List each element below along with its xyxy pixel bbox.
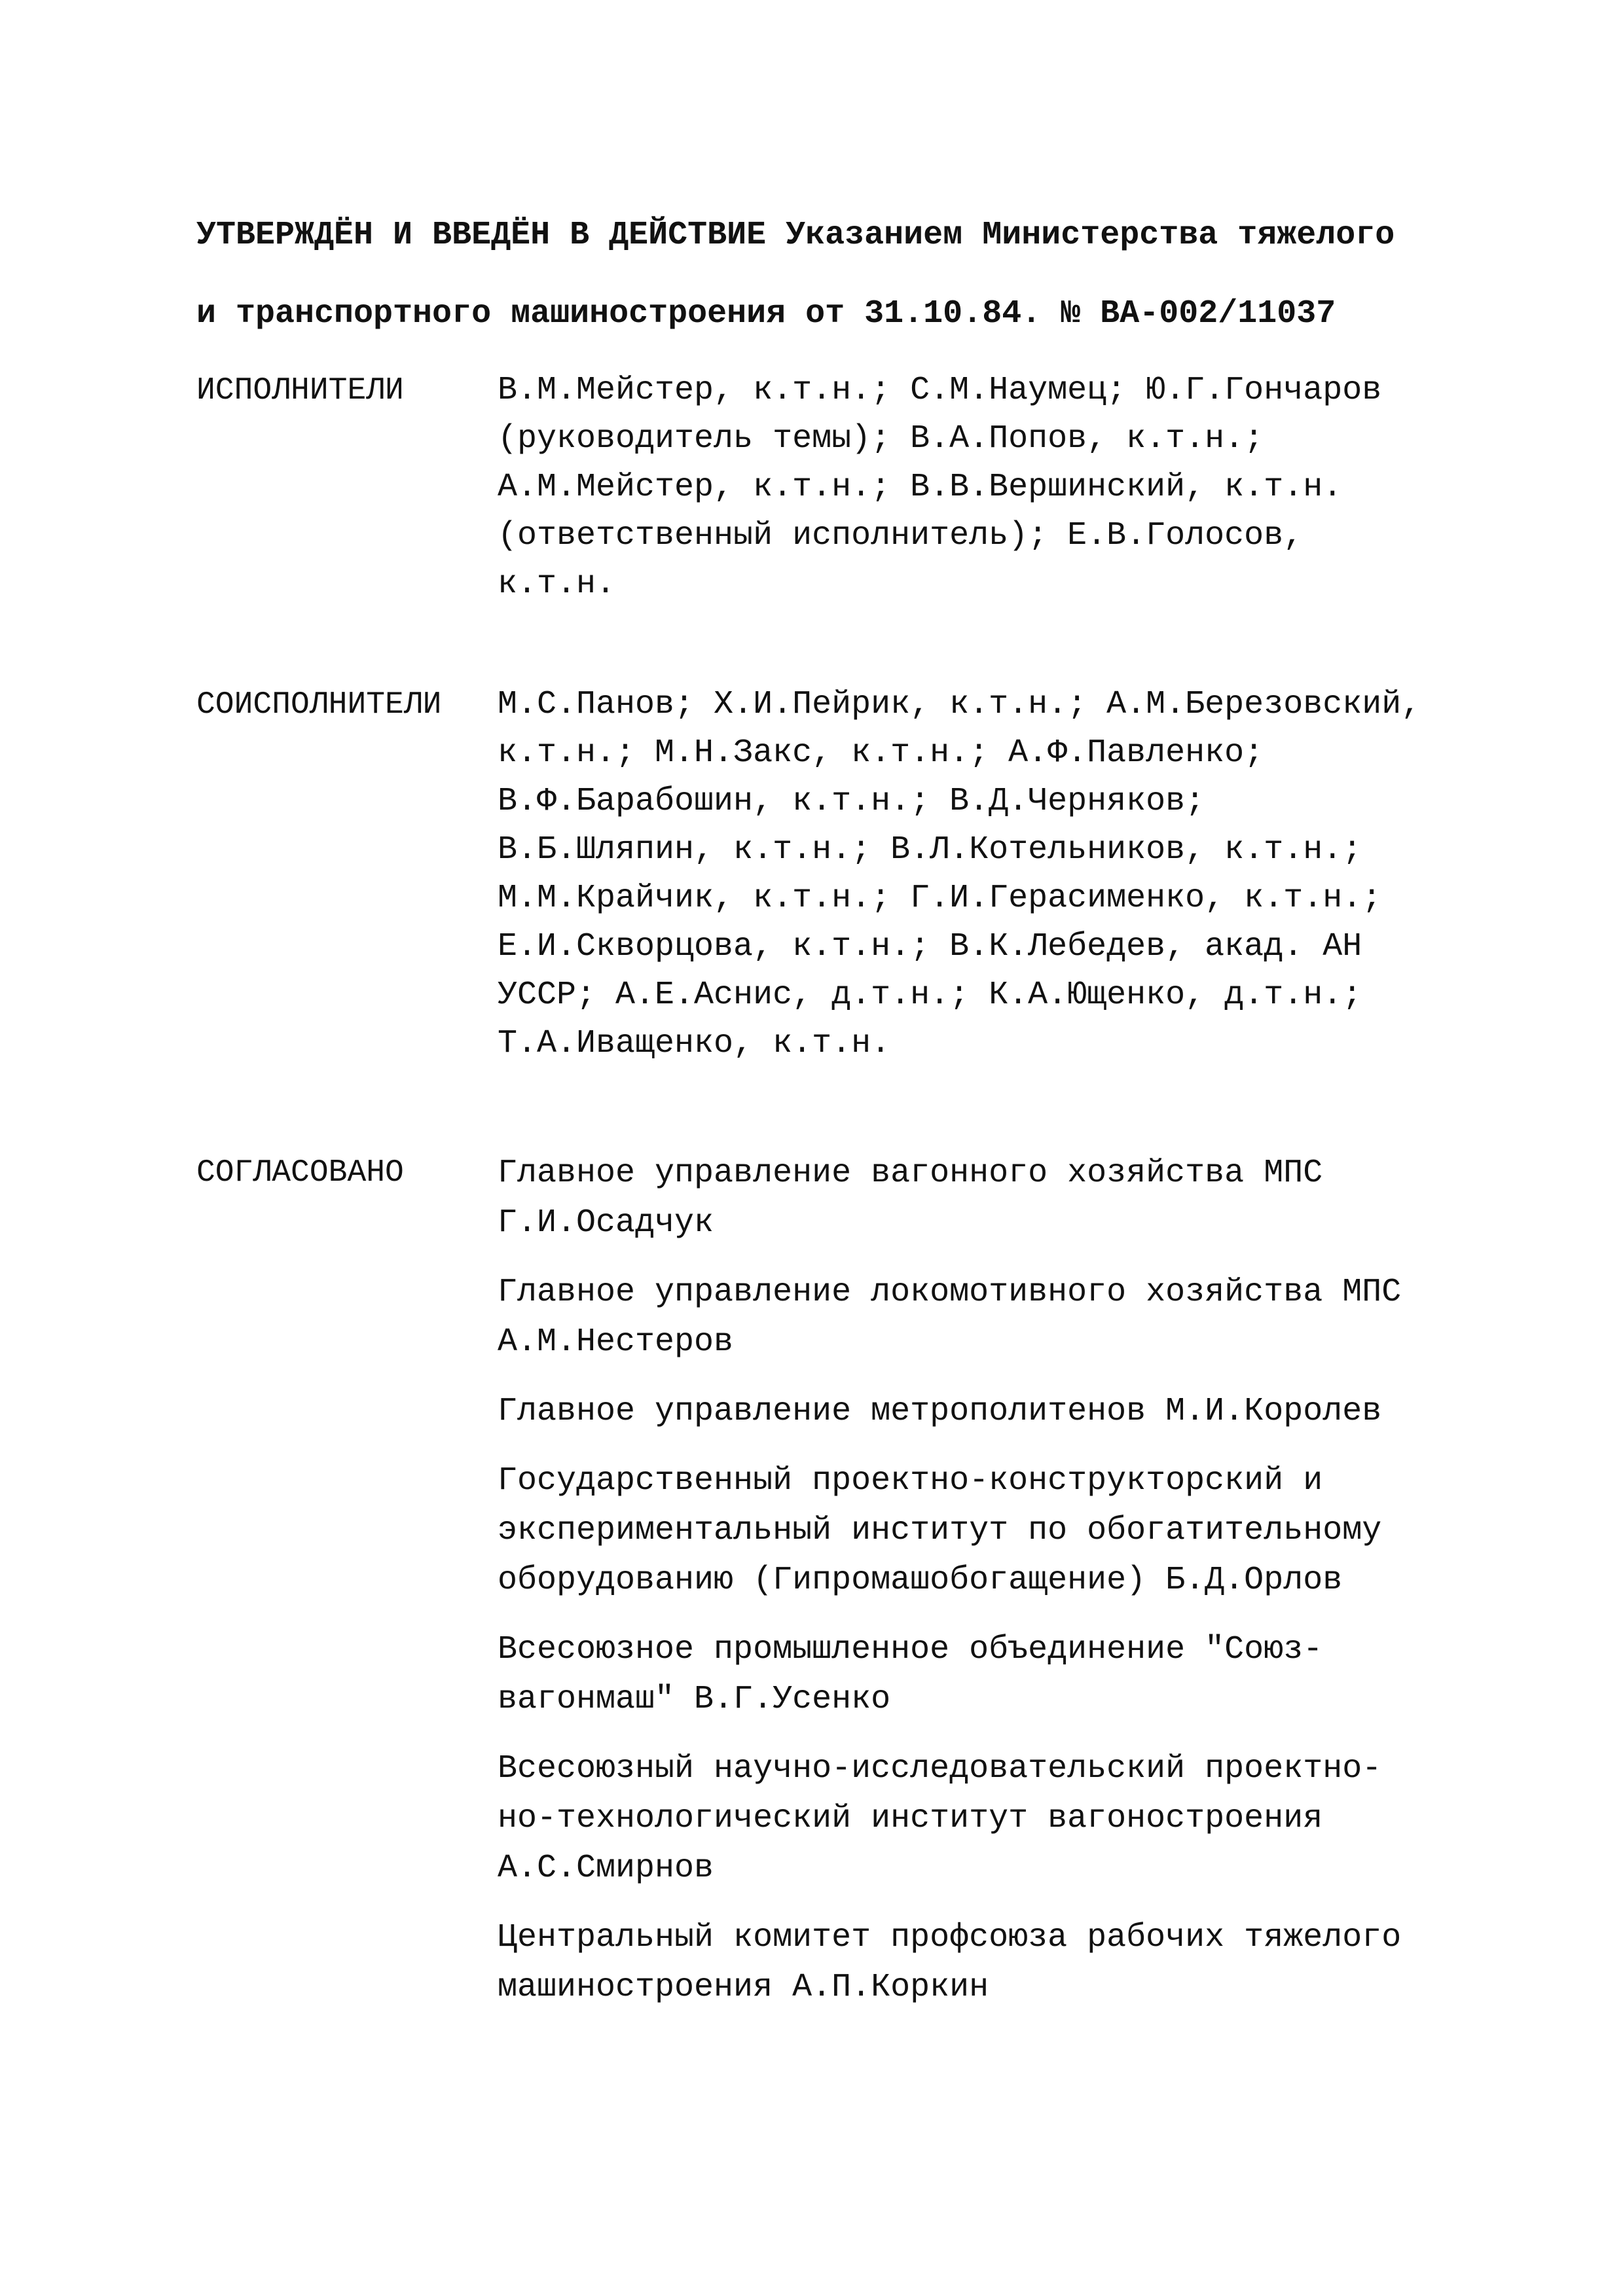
agreement-line: но-технологический институт вагоностроения (498, 1800, 1323, 1837)
executors-label: ИСПОЛНИТЕЛИ (196, 373, 404, 408)
co-executors-line: УССР; А.Е.Аснис, д.т.н.; К.А.Ющенко, д.т.н.; (498, 977, 1362, 1014)
co-executors-line: Е.И.Скворцова, к.т.н.; В.К.Лебедев, акад. АН (498, 928, 1362, 965)
executors-line: к.т.н. (498, 565, 616, 603)
approval-line: УТВЕРЖДЁН И ВВЕДЁН В ДЕЙСТВИЕ Указанием Министерства тяжелого (196, 217, 1395, 254)
agreement-line: машиностроения А.П.Коркин (498, 1969, 989, 2006)
agreement-line: Главное управление локомотивного хозяйства МПС (498, 1274, 1402, 1311)
agreement-line: Государственный проектно-конструкторский и (498, 1462, 1323, 1499)
co-executors-label: СОИСПОЛНИТЕЛИ (196, 687, 442, 723)
agreement-line: А.С.Смирнов (498, 1850, 714, 1887)
agreement-entry (498, 1625, 1480, 1725)
agreement-line: А.М.Нестеров (498, 1323, 734, 1361)
co-executors-line: М.М.Крайчик, к.т.н.; Г.И.Герасименко, к.т.н.; (498, 880, 1382, 917)
agreement-entry (498, 1268, 1480, 1367)
agreement-line: Главное управление метрополитенов М.И.Королев (498, 1393, 1382, 1430)
approval-line: и транспортного машиностроения от 31.10.84. № ВА-002/11037 (196, 295, 1336, 332)
executors-line: (руководитель темы); В.А.Попов, к.т.н.; (498, 420, 1264, 457)
co-executors-line: к.т.н.; М.Н.Закс, к.т.н.; А.Ф.Павленко; (498, 734, 1264, 772)
agreement-line: Главное управление вагонного хозяйства МПС (498, 1155, 1323, 1192)
agreement-line: экспериментальный институт по обогатительному (498, 1512, 1382, 1549)
agreement-entry (498, 1149, 1480, 1248)
co-executors-list (498, 681, 1480, 1068)
agreement-entry (498, 1744, 1480, 1893)
approval-header (196, 196, 1480, 353)
agreed-label: СОГЛАСОВАНО (196, 1155, 404, 1191)
agreed-list (498, 1149, 1480, 2032)
co-executors-line: В.Ф.Барабошин, к.т.н.; В.Д.Черняков; (498, 783, 1205, 820)
co-executors-line: В.Б.Шляпин, к.т.н.; В.Л.Котельников, к.т.н.; (498, 831, 1362, 869)
agreement-line: Центральный комитет профсоюза рабочих тяжелого (498, 1919, 1402, 1956)
co-executors-line: Т.А.Иващенко, к.т.н. (498, 1025, 891, 1062)
agreement-entry (498, 1387, 1480, 1437)
executors-line: (ответственный исполнитель); Е.В.Голосов, (498, 517, 1304, 554)
agreement-line: оборудованию (Гипромашобогащение) Б.Д.Орлов (498, 1562, 1343, 1599)
agreement-line: Г.И.Осадчук (498, 1204, 714, 1242)
executors-line: А.М.Мейстер, к.т.н.; В.В.Вершинский, к.т.н. (498, 469, 1343, 506)
executors-list (498, 367, 1480, 609)
agreement-entry (498, 1913, 1480, 2013)
agreement-line: вагонмаш" В.Г.Усенко (498, 1681, 891, 1718)
agreement-entry (498, 1456, 1480, 1605)
executors-line: В.М.Мейстер, к.т.н.; С.М.Наумец; Ю.Г.Гончаров (498, 372, 1382, 409)
agreement-line: Всесоюзное промышленное объединение "Союз- (498, 1631, 1323, 1668)
co-executors-line: М.С.Панов; Х.И.Пейрик, к.т.н.; А.М.Березовский, (498, 686, 1421, 723)
agreement-line: Всесоюзный научно-исследовательский проектно- (498, 1750, 1382, 1787)
